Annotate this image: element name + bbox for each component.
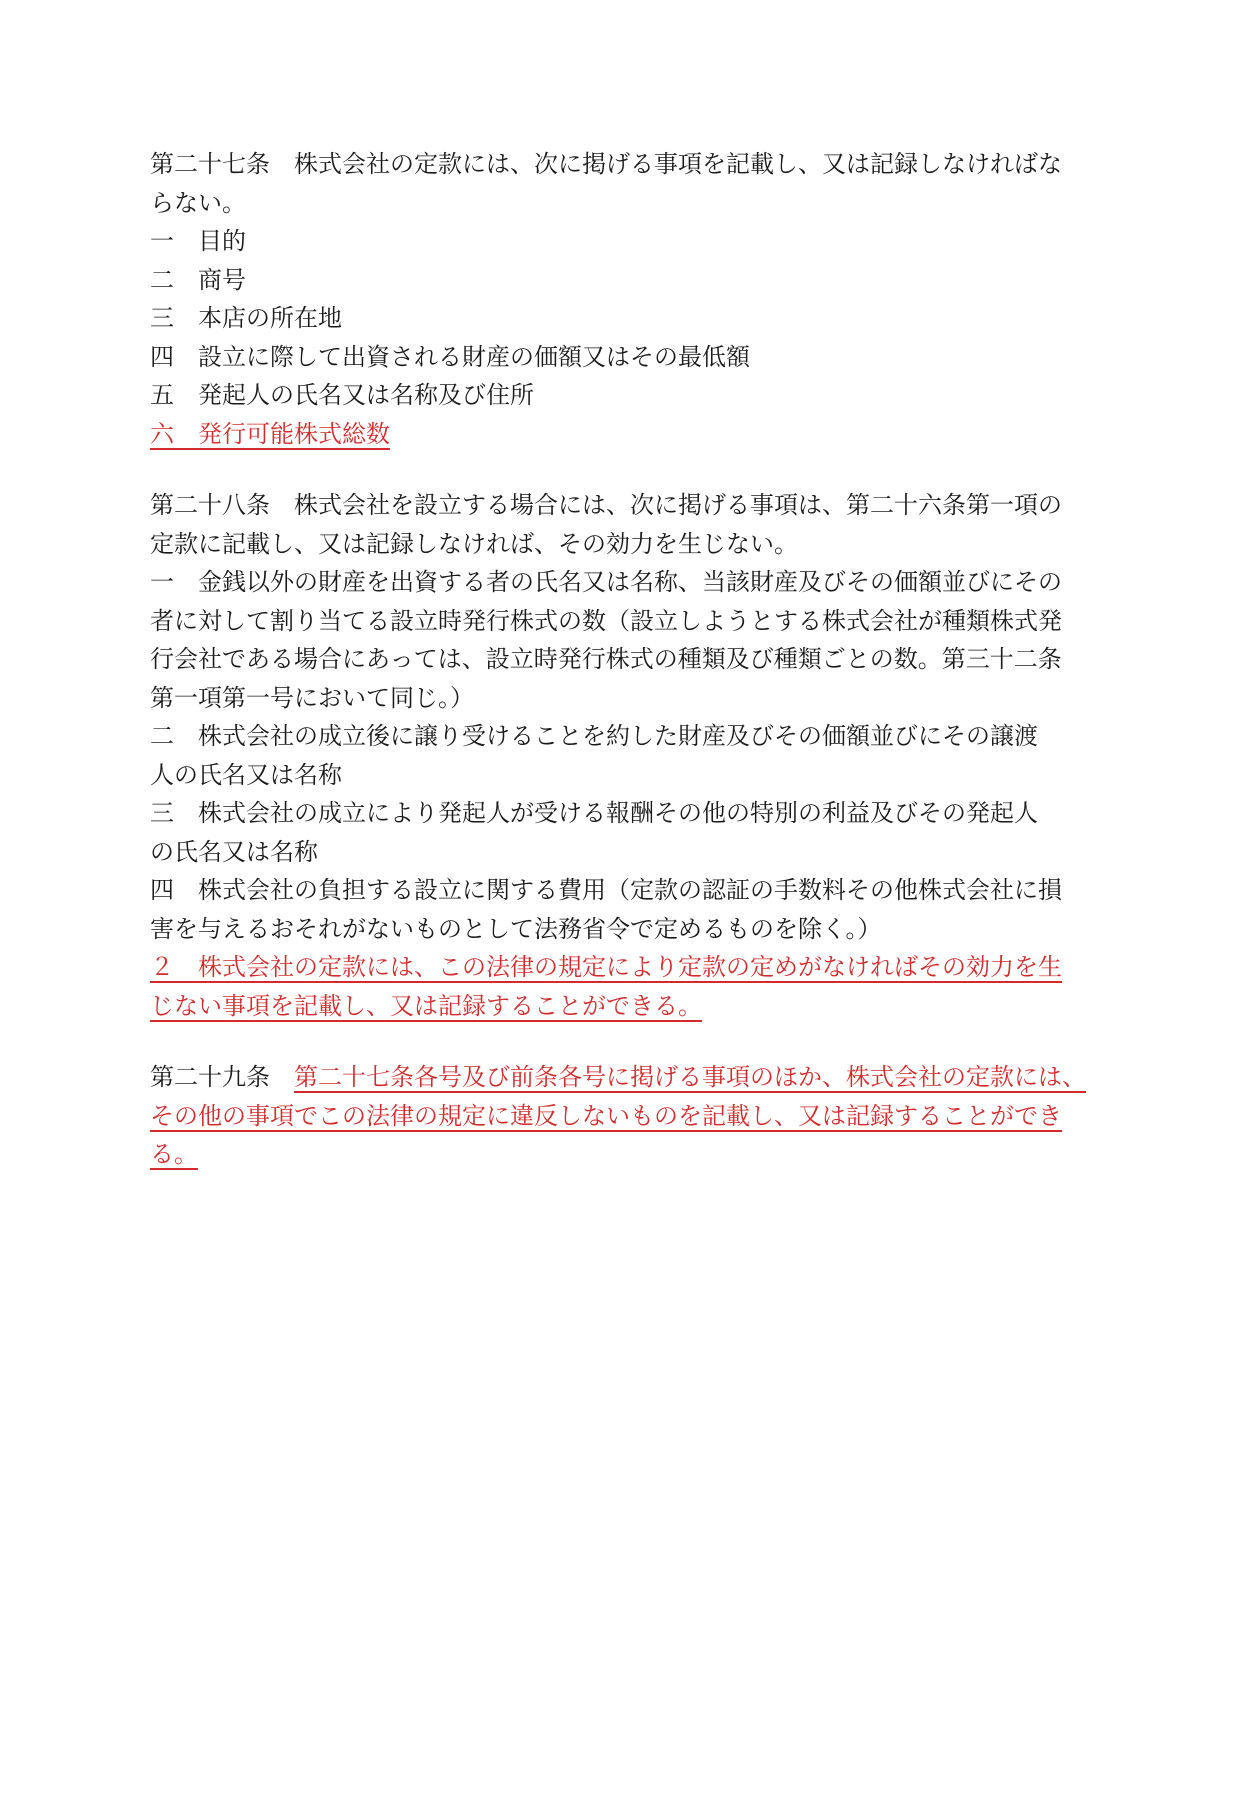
article-29 xyxy=(150,1058,1120,1174)
article-29-line xyxy=(150,1135,1120,1174)
amendment-text: ２ 株式会社の定款には、この法律の規定により定款の定めがなければその効力を生 xyxy=(150,953,1062,981)
article-28-added-paragraph xyxy=(150,987,1120,1026)
amendment-text: 第二十七条各号及び前条各号に掲げる事項のほか、株式会社の定款には、 xyxy=(294,1063,1086,1091)
article-27-added-item xyxy=(150,415,1120,454)
article-27-item: 四 設立に際して出資される財産の価額又はその最低額 xyxy=(150,342,750,371)
amendment-text: る。 xyxy=(150,1140,198,1168)
article-28-item: 一 金銭以外の財産を出資する者の氏名又は名称、当該財産及びその価額並びにその xyxy=(150,568,1062,596)
article-28-added-paragraph xyxy=(150,948,1120,987)
article-28-line: 第二十八条 株式会社を設立する場合には、次に掲げる事項は、第二十六条第一項の xyxy=(150,491,1062,519)
article-29-line xyxy=(150,1058,1120,1097)
article-28 xyxy=(150,486,1120,1025)
article-27-item: 五 発起人の氏名又は名称及び住所 xyxy=(150,381,534,409)
article-29-heading: 第二十九条 xyxy=(150,1063,294,1091)
statute-text xyxy=(150,145,1120,1174)
article-28-item: 四 株式会社の負担する設立に関する費用（定款の認証の手数料その他株式会社に損 xyxy=(150,876,1062,904)
amendment-text: じない事項を記載し、又は記録することができる。 xyxy=(150,991,702,1020)
amendment-text: 六 発行可能株式総数 xyxy=(150,419,390,448)
article-28-item: 人の氏名又は名称 xyxy=(150,760,342,789)
article-28-item: 者に対して割り当てる設立時発行株式の数（設立しようとする株式会社が種類株式発 xyxy=(150,606,1062,635)
article-27 xyxy=(150,145,1120,453)
article-28-item: 第一項第一号において同じ。） xyxy=(150,683,474,712)
amendment-text: その他の事項でこの法律の規定に違反しないものを記載し、又は記録することができ xyxy=(150,1101,1062,1130)
paragraph-gap xyxy=(150,1025,1120,1058)
article-27-line: 第二十七条 株式会社の定款には、次に掲げる事項を記載し、又は記録しなければな xyxy=(150,150,1062,178)
article-27-line: らない。 xyxy=(150,188,246,217)
article-28-item: 害を与えるおそれがないものとして法務省令で定めるものを除く。） xyxy=(150,914,882,943)
article-27-item: 三 本店の所在地 xyxy=(150,304,342,332)
article-27-item: 一 目的 xyxy=(150,227,246,255)
article-28-item: 三 株式会社の成立により発起人が受ける報酬その他の特別の利益及びその発起人 xyxy=(150,799,1038,827)
article-29-line xyxy=(150,1097,1120,1136)
article-28-item: 二 株式会社の成立後に譲り受けることを約した財産及びその価額並びにその譲渡 xyxy=(150,722,1038,750)
paragraph-gap xyxy=(150,453,1120,486)
article-28-item: 行会社である場合にあっては、設立時発行株式の種類及び種類ごとの数。第三十二条 xyxy=(150,645,1062,673)
article-27-item: 二 商号 xyxy=(150,265,246,294)
article-28-item: の氏名又は名称 xyxy=(150,837,318,866)
article-28-line: 定款に記載し、又は記録しなければ、その効力を生じない。 xyxy=(150,529,798,558)
